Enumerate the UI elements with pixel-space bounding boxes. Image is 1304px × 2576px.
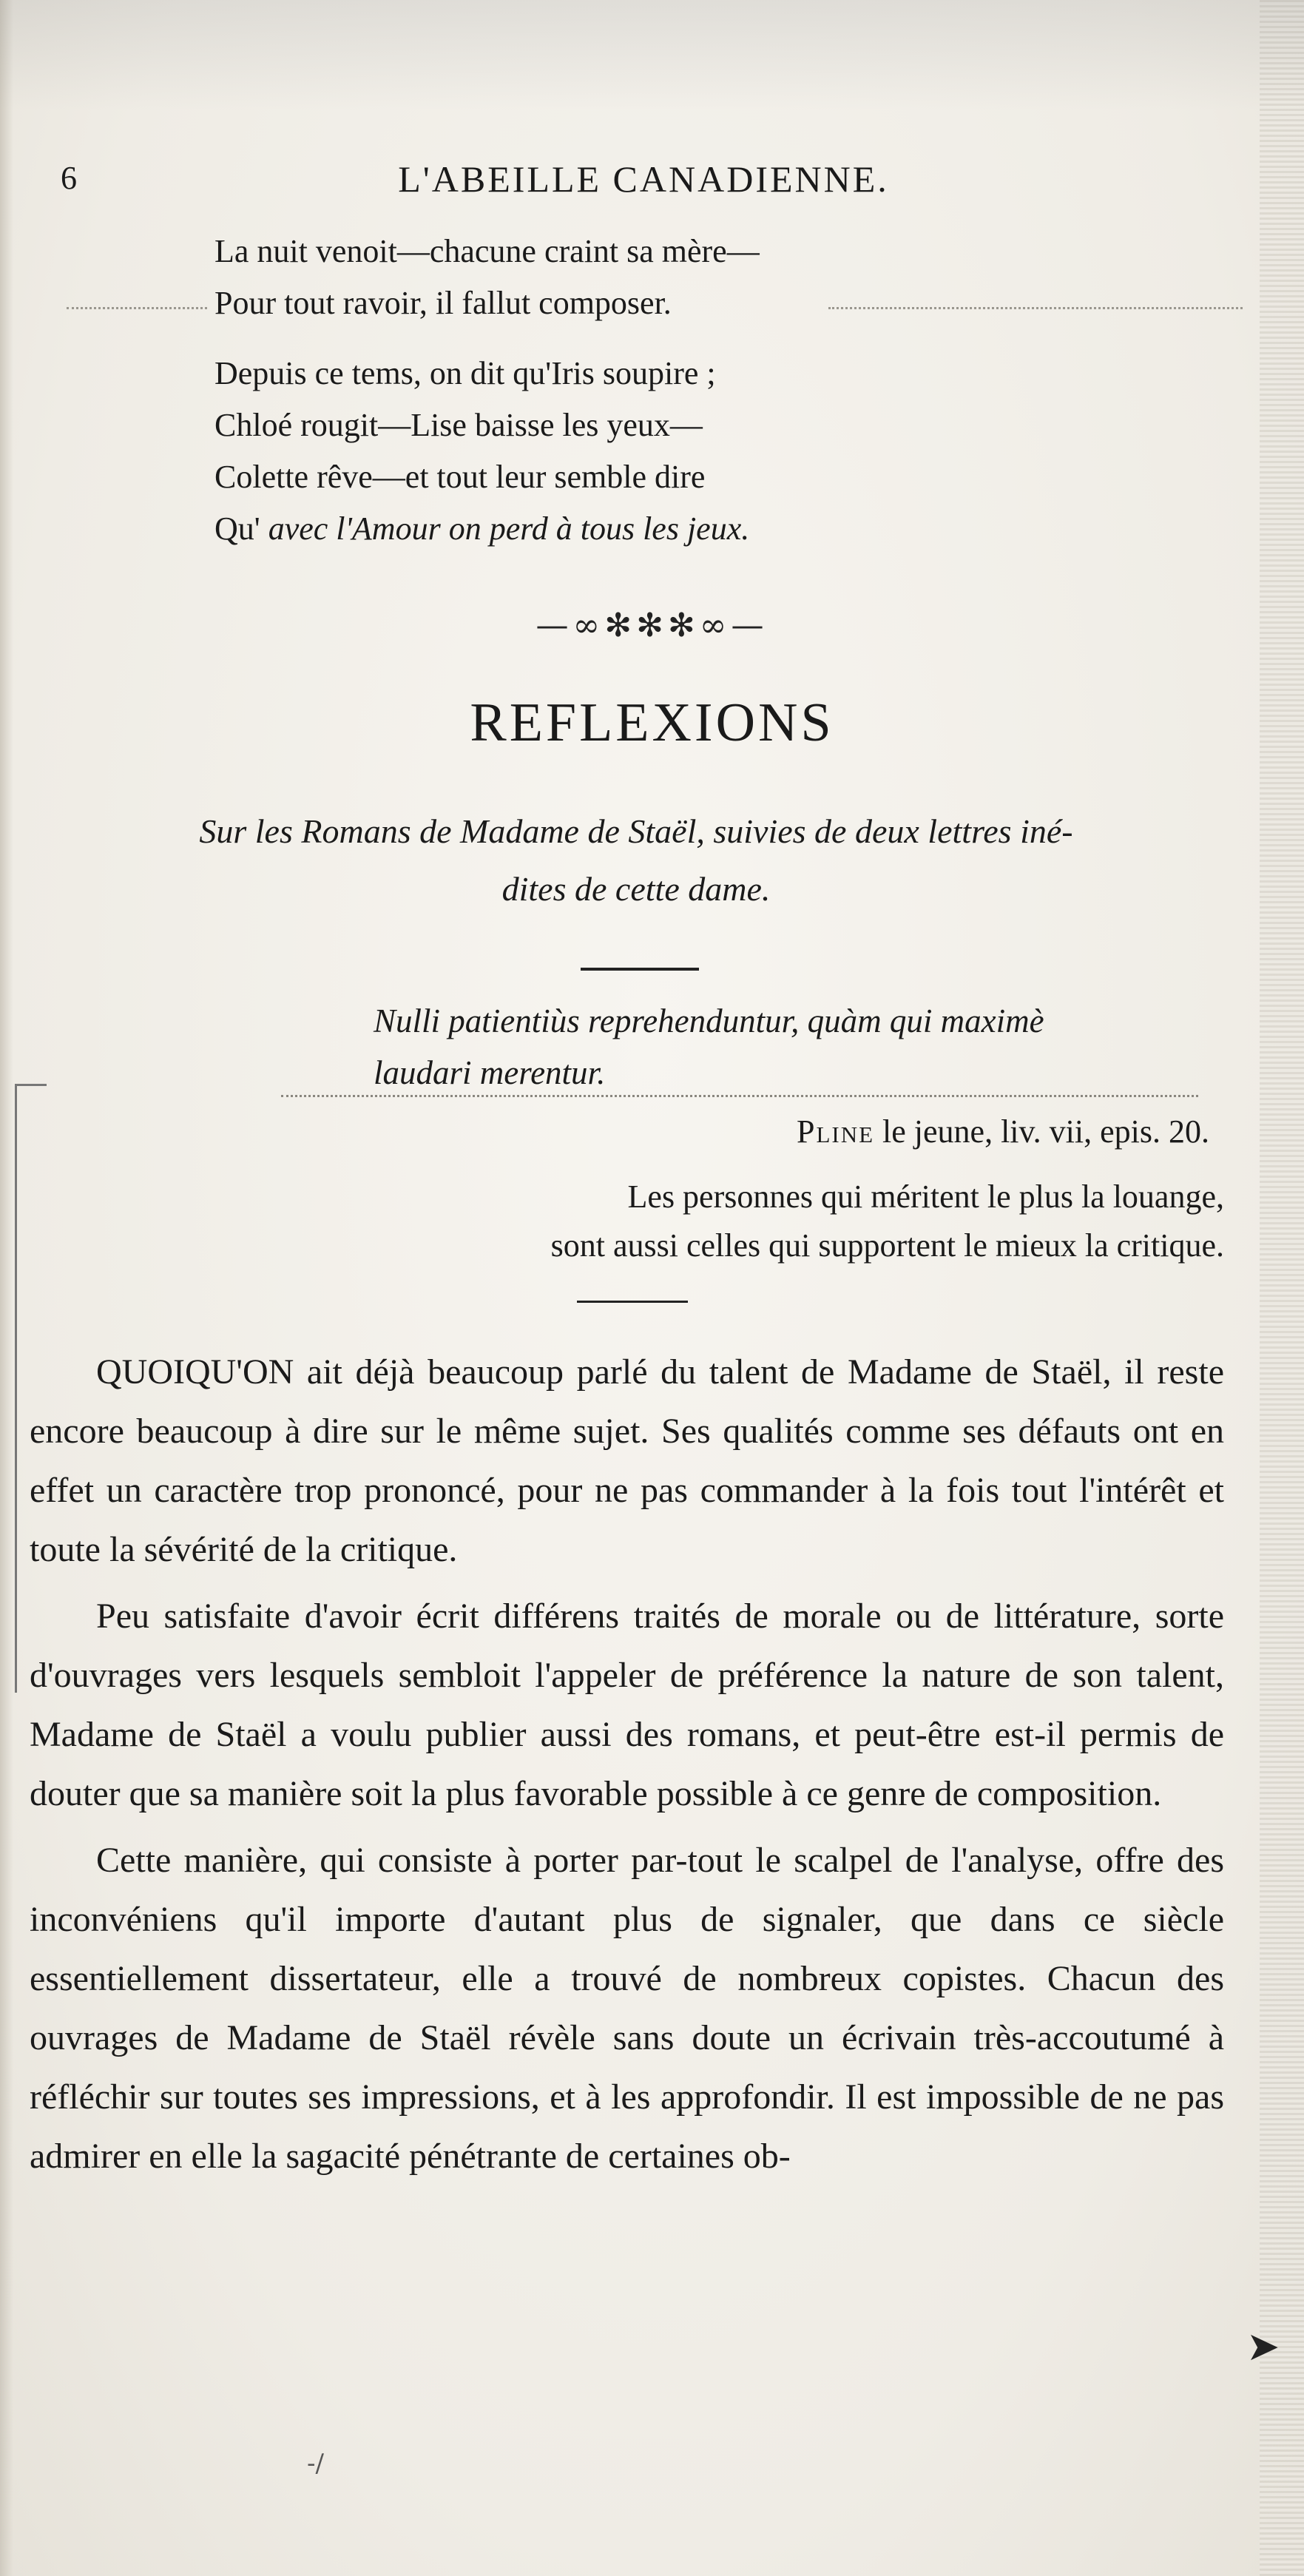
- dotted-rule: [281, 1095, 1198, 1097]
- page-header: [52, 152, 1235, 211]
- divider-rule: [577, 1301, 688, 1303]
- epigraph-line: Nulli patientiùs reprehenduntur, quàm qui maximè: [374, 1002, 1044, 1039]
- poem-last-line: [214, 503, 1102, 555]
- poem-stanza-2: [214, 348, 1102, 555]
- epigraph-line: laudari merentur.: [374, 1054, 606, 1091]
- article-subtitle: [44, 803, 1228, 918]
- poem-line: Depuis ce tems, on dit qu'Iris soupire ;: [214, 355, 716, 391]
- attribution-author: Pline: [796, 1113, 875, 1150]
- body-paragraph: QUOIQU'ON ait déjà beaucoup parlé du talent de Madame de Staël, il reste encore beaucoup à dire sur le même sujet. Ses qualités comme ses défauts ont en effet un caractère trop prononcé, pour ne pas commander à la fois tout l'intérêt et toute la sévérité de la critique.: [30, 1352, 1224, 1569]
- divider-rule: [581, 968, 699, 971]
- epigraph: [374, 995, 1224, 1099]
- page-top-stain: [0, 0, 1304, 111]
- page-edge-right: [1260, 0, 1304, 2576]
- section-ornament: —∞✻✻✻∞—: [536, 607, 768, 644]
- body-paragraph: Cette manière, qui consiste à porter par-tout le scalpel de l'analyse, offre des inconvéniens qu'il importe d'autant plus de signaler, que dans ce siècle essentiellement dissertateur, elle a trouvé de nombreux copistes. Chacun des ouvrages de Madame de Staël révèle sans doute un écrivain très-accoutumé à réfléchir sur toutes ses impressions, et à les approfondir. Il est impossible de ne pas admirer en elle la sagacité pénétrante de certaines ob-: [30, 1841, 1224, 2176]
- body-paragraph: Peu satisfaite d'avoir écrit différens traités de morale ou de littérature, sorte d'ouvrages vers lesquels sembloit l'appeler de préférence la nature de son talent, Madame de Staël a voulu publier aussi des romans, et peut-être est-il permis de douter que sa manière soit la plus favorable possible à ce genre de composition.: [30, 1596, 1224, 1813]
- running-title: L'ABEILLE CANADIENNE.: [398, 158, 889, 200]
- poem-last-line-prefix: Qu': [214, 510, 260, 547]
- page-edge-left: [0, 0, 13, 2576]
- attribution-source: le jeune, liv. vii, epis. 20.: [874, 1113, 1209, 1150]
- article-subtitle-line: dites de cette dame.: [501, 870, 771, 908]
- poem-line: Colette rêve—et tout leur semble dire: [214, 459, 706, 495]
- poem-last-line-italic: avec l'Amour on perd à tous les jeux.: [268, 510, 750, 547]
- footer-mark: -/: [307, 2449, 324, 2478]
- article-title: REFLEXIONS: [470, 692, 834, 753]
- epigraph-translation: [370, 1173, 1224, 1270]
- epigraph-attribution: [444, 1106, 1209, 1158]
- article-body: [30, 1343, 1224, 2194]
- page-number: 6: [61, 160, 77, 196]
- poem-stanza-1: [214, 226, 1102, 329]
- article-subtitle-line: Sur les Romans de Madame de Staël, suivies de deux lettres iné-: [199, 812, 1073, 850]
- poem-line: Pour tout ravoir, il fallut composer.: [214, 277, 1102, 329]
- poem-line: La nuit venoit—chacune craint sa mère—: [214, 233, 760, 269]
- poem-line: Chloé rougit—Lise baisse les yeux—: [214, 407, 703, 443]
- margin-arrow-icon: ➤: [1246, 2323, 1280, 2370]
- translation-line: Les personnes qui méritent le plus la louange,: [627, 1179, 1224, 1215]
- translation-line: sont aussi celles qui supportent le mieux la critique.: [550, 1227, 1224, 1264]
